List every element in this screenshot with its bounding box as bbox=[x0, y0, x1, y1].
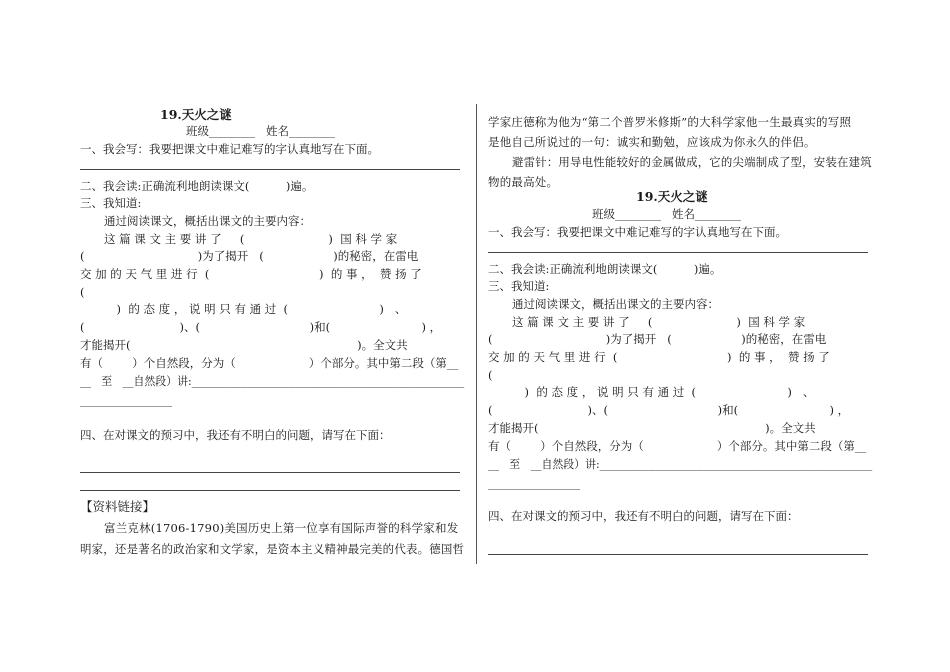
answer-line[interactable] bbox=[488, 554, 868, 555]
fill-line-7[interactable]: 才能揭开( )。全文共 bbox=[488, 421, 816, 435]
section-3-intro: 通过阅读课文，概括出课文的主要内容： bbox=[104, 214, 311, 228]
class-name-line[interactable]: 班级________ 姓名________ bbox=[592, 207, 741, 221]
section-3-heading: 三、我知道: bbox=[80, 196, 142, 210]
section-1-heading: 一、我会写：我要把课文中难记难写的字认真地写在下面。 bbox=[80, 142, 379, 156]
fill-line-9[interactable]: __ 至 __自然段）讲:__________________________________________________ bbox=[80, 374, 465, 388]
fill-line-2[interactable]: ( )为了揭开 ( )的秘密，在雷电 bbox=[488, 332, 827, 346]
class-name-line[interactable]: 班级________ 姓名________ bbox=[186, 124, 335, 138]
fill-line-8[interactable]: 有（ ）个自然段，分为（ ）个部分。其中第二段（第__ bbox=[80, 356, 459, 370]
section-2-heading: 二、我会读:正确流利地朗读课文( )遍。 bbox=[488, 262, 722, 276]
section-3-heading: 三、我知道: bbox=[488, 279, 550, 293]
fill-line-1[interactable]: 这 篇 课 文 主 要 讲 了 ( ) 国 科 学 家 bbox=[104, 232, 398, 246]
answer-line[interactable] bbox=[80, 472, 460, 473]
answer-line[interactable] bbox=[80, 490, 460, 491]
resource-text-6: 物的最高处。 bbox=[488, 175, 559, 189]
fill-line-8[interactable]: 有（ ）个自然段，分为（ ）个部分。其中第二段（第__ bbox=[488, 439, 867, 453]
fill-line-5[interactable]: ) 的 态 度 ， 说 明 只 有 通 过 ( ) 、 bbox=[488, 385, 815, 399]
fill-line-5[interactable]: ) 的 态 度 ， 说 明 只 有 通 过 ( ) 、 bbox=[80, 302, 407, 316]
answer-line[interactable] bbox=[80, 169, 460, 170]
column-divider bbox=[476, 104, 477, 564]
section-3-intro: 通过阅读课文，概括出课文的主要内容： bbox=[512, 297, 719, 311]
resource-text-3: 学家庄德称为他为“第二个普罗米修斯”的大科学家他一生最真实的写照 bbox=[488, 115, 852, 129]
resource-text-4: 是他自己所说过的一句：诚实和勤勉，应该成为你永久的伴侣。 bbox=[488, 135, 816, 149]
resource-heading: 【资料链接】 bbox=[80, 499, 156, 514]
fill-line-4[interactable]: ( bbox=[488, 368, 493, 382]
fill-line-1[interactable]: 这 篇 课 文 主 要 讲 了 ( ) 国 科 学 家 bbox=[512, 315, 806, 329]
fill-line-7[interactable]: 才能揭开( )。全文共 bbox=[80, 338, 408, 352]
fill-line-4[interactable]: ( bbox=[80, 285, 85, 299]
fill-line-9[interactable]: __ 至 __自然段）讲:__________________________________________________ bbox=[488, 457, 873, 471]
worksheet-title: 19.天火之谜 bbox=[160, 107, 232, 122]
fill-line-6[interactable]: ( )、( )和( ) ， bbox=[80, 320, 442, 334]
fill-line-3[interactable]: 交 加 的 天 气 里 进 行 ( ) 的 事 ， 赞 扬 了 bbox=[80, 267, 422, 281]
resource-text-5: 避雷针：用导电性能较好的金属做成，它的尖端制成了型，安装在建筑 bbox=[512, 155, 872, 169]
fill-line-3[interactable]: 交 加 的 天 气 里 进 行 ( ) 的 事 ， 赞 扬 了 bbox=[488, 350, 830, 364]
section-4-heading: 四、在对课文的预习中，我还有不明白的问题，请写在下面： bbox=[488, 509, 799, 523]
fill-line-6[interactable]: ( )、( )和( ) ， bbox=[488, 403, 850, 417]
section-4-heading: 四、在对课文的预习中，我还有不明白的问题，请写在下面： bbox=[80, 428, 391, 442]
worksheet-title: 19.天火之谜 bbox=[636, 189, 708, 204]
resource-text-1: 富兰克林(1706-1790)美国历史上第一位享有国际声誉的科学家和发 bbox=[104, 521, 459, 535]
fill-line-10[interactable]: ________________ bbox=[80, 393, 172, 407]
section-2-heading: 二、我会读:正确流利地朗读课文( )遍。 bbox=[80, 179, 314, 193]
fill-line-10[interactable]: ________________ bbox=[488, 476, 580, 490]
fill-line-2[interactable]: ( )为了揭开 ( )的秘密，在雷电 bbox=[80, 249, 419, 263]
answer-line[interactable] bbox=[488, 252, 868, 253]
resource-text-2: 明家，还是著名的政治家和文学家，是资本主义精神最完美的代表。德国哲 bbox=[80, 542, 465, 556]
section-1-heading: 一、我会写：我要把课文中难记难写的字认真地写在下面。 bbox=[488, 225, 787, 239]
